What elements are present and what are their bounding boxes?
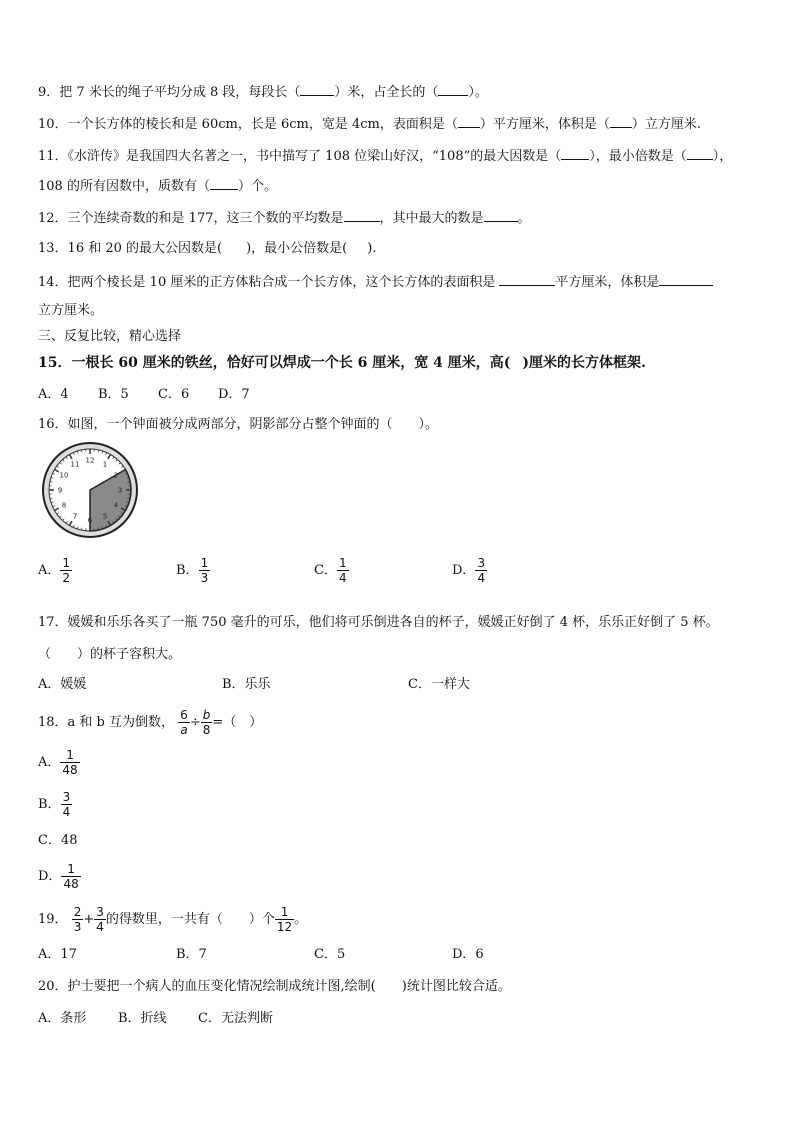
question-17-line2: （ ）的杯子容积大。 bbox=[38, 647, 182, 662]
option-d[interactable]: D． $\frac{1}{48}$ bbox=[38, 862, 79, 891]
option-a[interactable]: A． $\frac{1}{48}$ bbox=[38, 748, 78, 777]
clock-number: 12 bbox=[85, 456, 95, 465]
fraction: $\frac{3}{4}$ bbox=[477, 556, 486, 585]
option-a[interactable]: A．媛媛 bbox=[38, 677, 87, 692]
fraction: $\frac{1}{4}$ bbox=[338, 556, 347, 585]
clock-number: 4 bbox=[113, 501, 119, 510]
question-19: 19． $\frac{2}{3}$ + $\frac{3}{4}$ 的得数里，一共有（ ）个 $\frac{1}{12}$ 。 bbox=[38, 905, 308, 934]
option-b[interactable]: B． $\frac{3}{4}$ bbox=[38, 790, 71, 819]
question-17: 17．媛媛和乐乐各买了一瓶 750 毫升的可乐，他们将可乐倒进各自的杯子，媛媛正好倒了 4 杯，乐乐正好倒了 5 杯。 bbox=[38, 615, 719, 630]
question-14-line2: 立方厘米。 bbox=[38, 303, 104, 318]
question-9: 9．把 7 米长的绳子平均分成 8 段，每段长（ ）米，占全长的（ ）。 bbox=[38, 82, 488, 102]
question-14: 14．把两个棱长是 10 厘米的正方体粘合成一个长方体，这个长方体的表面积是 平方厘米，体积是 bbox=[38, 272, 713, 292]
fraction: $\frac{1}{12}$ bbox=[276, 905, 293, 934]
answer-blank[interactable] bbox=[659, 272, 713, 286]
fraction: $\frac{3}{4}$ bbox=[96, 905, 104, 934]
question-11: 11．《水浒传》是我国四大名著之一，书中描写了 108 位梁山好汉，“108”的最大因数是（ ），最小倍数是（ ）， bbox=[38, 146, 732, 166]
option-c[interactable]: C．5 bbox=[314, 947, 346, 962]
option-c[interactable]: C．48 bbox=[38, 833, 78, 848]
answer-blank[interactable] bbox=[561, 146, 589, 160]
question-20: 20．护士要把一个病人的血压变化情况绘制成统计图,绘制( )统计图比较合适。 bbox=[38, 979, 511, 994]
option-d[interactable]: D．7 bbox=[218, 387, 250, 402]
answer-blank[interactable] bbox=[458, 114, 480, 128]
question-13: 13．16 和 20 的最大公因数是( )，最小公倍数是( ). bbox=[38, 241, 377, 256]
option-b[interactable]: B．乐乐 bbox=[222, 677, 271, 692]
answer-blank[interactable] bbox=[344, 208, 380, 222]
clock-number: 10 bbox=[59, 471, 69, 480]
option-b[interactable]: B．5 bbox=[98, 387, 129, 402]
answer-blank[interactable] bbox=[438, 82, 468, 96]
question-12: 12．三个连续奇数的和是 177，这三个数的平均数是 ，其中最大的数是 。 bbox=[38, 208, 531, 228]
question-16: 16．如图，一个钟面被分成两部分，阴影部分占整个钟面的（ ）。 bbox=[38, 417, 439, 432]
option-a[interactable]: A．17 bbox=[38, 947, 77, 962]
clock-number: 3 bbox=[117, 486, 123, 495]
clock-number: 1 bbox=[102, 460, 108, 469]
clock-number: 5 bbox=[102, 512, 108, 521]
option-a[interactable]: A．条形 bbox=[38, 1011, 87, 1026]
clock-number: 11 bbox=[70, 460, 80, 469]
option-d[interactable]: D． $\frac{3}{4}$ bbox=[452, 556, 486, 585]
option-c[interactable]: C．无法判断 bbox=[198, 1011, 273, 1026]
option-d[interactable]: D．6 bbox=[452, 947, 484, 962]
fraction: $\frac{1}{48}$ bbox=[62, 748, 78, 777]
option-a[interactable]: A．4 bbox=[38, 387, 69, 402]
fraction: $\frac{3}{4}$ bbox=[62, 790, 71, 819]
question-15: 15．一根长 60 厘米的铁丝，恰好可以焊成一个长 6 厘米，宽 4 厘米，高( )厘米的长方体框架. bbox=[38, 355, 646, 371]
answer-blank[interactable] bbox=[210, 176, 238, 190]
clock-number: 2 bbox=[113, 471, 119, 480]
answer-blank[interactable] bbox=[499, 272, 555, 286]
answer-blank[interactable] bbox=[687, 146, 713, 160]
clock-number: 6 bbox=[87, 516, 93, 525]
fraction: $\frac{6}{a}$ bbox=[180, 708, 188, 737]
clock-number: 8 bbox=[61, 501, 67, 510]
question-18: 18．a 和 b 互为倒数， $\frac{6}{a}$ ÷ $\frac{b}{8}$ =（ ） bbox=[38, 708, 263, 737]
clock-figure bbox=[40, 440, 140, 540]
answer-blank[interactable] bbox=[610, 114, 632, 128]
clock-number: 9 bbox=[57, 486, 63, 495]
fraction: $\frac{b}{8}$ bbox=[202, 708, 211, 737]
option-c[interactable]: C．一样大 bbox=[408, 677, 470, 692]
question-11-line2: 108 的所有因数中，质数有（ ）个。 bbox=[38, 176, 277, 196]
option-b[interactable]: B．7 bbox=[176, 947, 207, 962]
clock-number: 7 bbox=[72, 512, 78, 521]
question-10: 10．一个长方体的棱长和是 60cm，长是 6cm，宽是 4cm，表面积是（ ）平方厘米，体积是（ ）立方厘米. bbox=[38, 114, 701, 134]
fraction: $\frac{2}{3}$ bbox=[73, 905, 82, 934]
answer-blank[interactable] bbox=[300, 82, 334, 96]
section-title: 三、反复比较，精心选择 bbox=[38, 329, 182, 344]
option-b[interactable]: B．折线 bbox=[118, 1011, 167, 1026]
option-a[interactable]: A． $\frac{1}{2}$ bbox=[38, 556, 71, 585]
answer-blank[interactable] bbox=[484, 208, 518, 222]
option-c[interactable]: C．6 bbox=[158, 387, 190, 402]
option-b[interactable]: B． $\frac{1}{3}$ bbox=[176, 556, 209, 585]
fraction: $\frac{1}{2}$ bbox=[62, 556, 71, 585]
option-c[interactable]: C． $\frac{1}{4}$ bbox=[314, 556, 347, 585]
fraction: $\frac{1}{48}$ bbox=[63, 862, 79, 891]
fraction: $\frac{1}{3}$ bbox=[200, 556, 209, 585]
